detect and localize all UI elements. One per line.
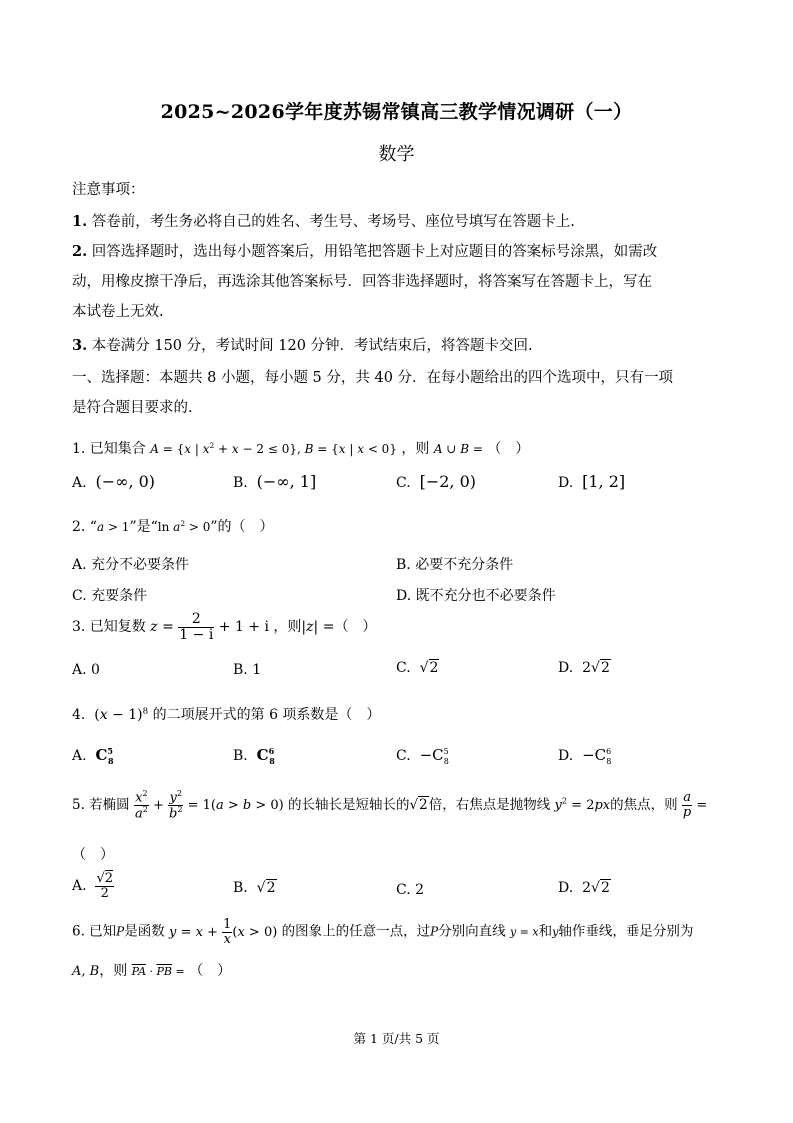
- q1-sets: A = {x | $x^2 + x - 2 \le 0$}, B = {x | x < 0}: [150, 441, 397, 456]
- notice-3-num: 3.: [72, 337, 88, 354]
- section1-line1: 一、选择题：本题共 8 小题，每小题 5 分，共 40 分．在每小题给出的四个选项中，只有一项: [72, 370, 674, 386]
- q5-tail: （ ）: [72, 847, 114, 863]
- q3-option-b: B. 1: [233, 662, 262, 678]
- q1-prefix: 1. 已知集合: [72, 441, 146, 457]
- q4-option-c: C. $-C^5_8$: [396, 746, 449, 766]
- notice-2-line3: 本试卷上无效.: [72, 304, 164, 320]
- q2-option-b: B. 必要不充分条件: [396, 557, 514, 573]
- q1-option-c: C. [−2, 0): [396, 472, 476, 491]
- question-2: 2. “a > 1”是“ln $a^2 > 0$”的（ ）: [72, 519, 274, 535]
- notice-2-text1: 回答选择题时，选出每小题答案后，用铅笔把答题卡上对应题目的答案标号涂黑，如需改: [91, 244, 658, 260]
- section1-line2: 是符合题目要求的.: [72, 400, 193, 416]
- q5-option-d: D. 2√2: [558, 880, 610, 896]
- notice-3: [72, 334, 533, 355]
- exam-title: 2025~2026学年度苏锡常镇高三教学情况调研（一）: [160, 101, 633, 123]
- q4-option-a: A. $C^5_8$: [72, 746, 114, 766]
- question-1: [72, 438, 529, 458]
- question-3: 3. 已知复数 z = $\frac{2}{1 - i}$ + 1 + i ，则|z| =（ ）: [72, 611, 377, 643]
- question-4: 4. $(x - 1)^8$ 的二项展开式的第 6 项系数是（ ）: [72, 706, 381, 723]
- notice-1-num: 1.: [72, 213, 88, 230]
- q3-option-c: C. √2: [396, 660, 439, 676]
- q5-option-b: B. √2: [233, 880, 276, 896]
- subject-title: 数学: [378, 144, 415, 165]
- notice-1: [72, 210, 575, 231]
- q1-option-b: B. (−∞, 1]: [233, 472, 317, 491]
- q4-option-d: D. $-C^6_8$: [558, 746, 612, 766]
- q1-option-a: A. (−∞, 0): [72, 472, 156, 491]
- page-footer: 第 1 页/共 5 页: [353, 1031, 440, 1046]
- q3-option-d: D. 2√2: [558, 660, 610, 676]
- q1-option-d: D. [1, 2]: [558, 472, 626, 491]
- q1-union: A ∪ B =: [433, 442, 483, 456]
- q2-option-c: C. 充要条件: [72, 588, 148, 604]
- notice-1-text: 答卷前，考生务必将自己的姓名、考生号、考场号、座位号填写在答题卡上.: [91, 214, 575, 230]
- q1-tail: （ ）: [487, 441, 530, 457]
- q3-option-a: A. 0: [72, 662, 100, 678]
- q1-suffix: ，则: [401, 441, 430, 457]
- question-5: 5. 若椭圆 $\frac{x^2}{a^2}$ + $\frac{y^2}{b^2}$ = 1(a > b > 0) 的长轴长是短轴长的√2倍，右焦点是抛物线 $y^2 = 2px$的焦点，则 $\frac{a}{p}$ =: [72, 789, 708, 822]
- notice-2-line2: 动，用橡皮擦干净后，再选涂其他答案标号．回答非选择题时，将答案写在答题卡上，写在: [72, 274, 652, 290]
- q5-option-c: C. 2: [396, 882, 425, 898]
- question-6-line2: A, B，则 $\overline{PA} \cdot \overline{PB}$ = （ ）: [72, 963, 232, 979]
- q4-option-b: B. $C^6_8$: [233, 746, 275, 766]
- notice-2-line1: [72, 240, 657, 261]
- notice-2-num: 2.: [72, 243, 88, 260]
- q2-option-a: A. 充分不必要条件: [72, 557, 190, 573]
- notice-heading: 注意事项：: [72, 182, 145, 198]
- question-6: 6. 已知P是函数 y = x + $\frac{1}{x}$ (x > 0) 的图象上的任意一点，过P分别向直线 y = x和y轴作垂线，垂足分别为: [72, 917, 694, 947]
- q5-option-a: A. $\frac{√2}{2}$: [72, 871, 114, 901]
- q2-option-d: D. 既不充分也不必要条件: [396, 588, 556, 604]
- notice-3-text: 本卷满分 150 分，考试时间 120 分钟．考试结束后，将答题卡交回.: [91, 338, 533, 354]
